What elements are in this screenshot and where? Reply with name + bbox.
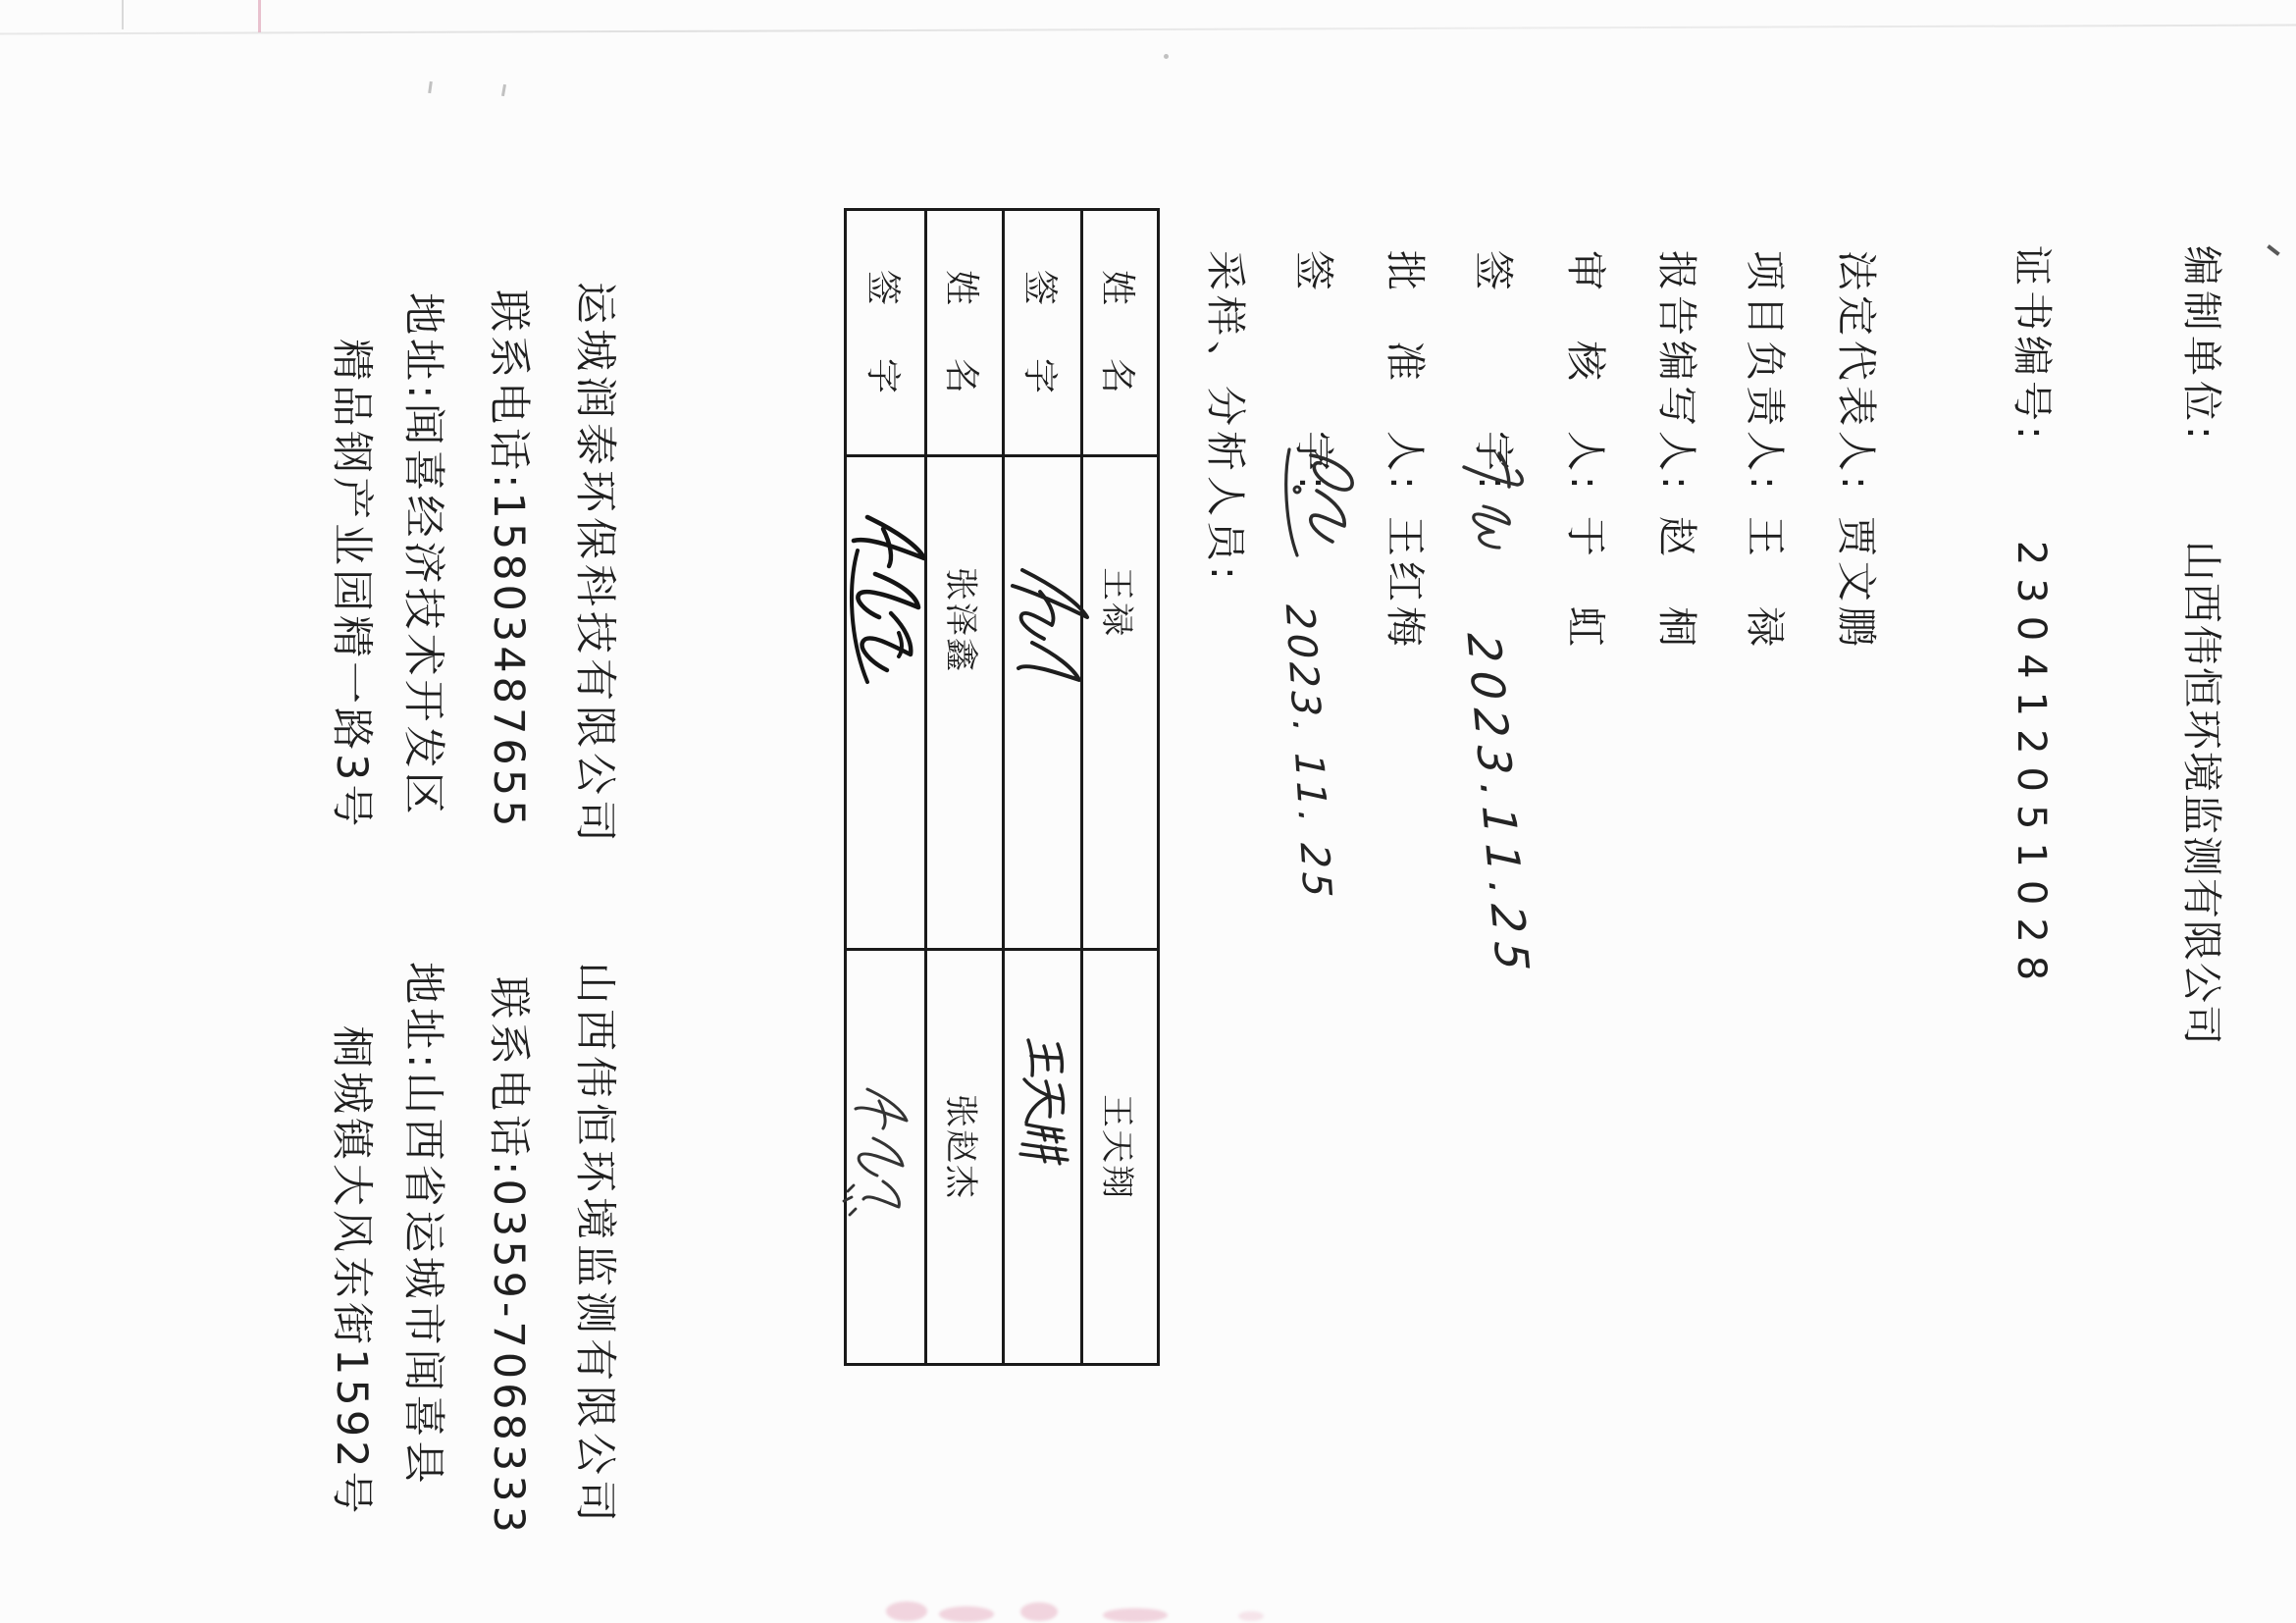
table-header-cell: 签 字 [1005, 211, 1083, 454]
field-project-leader [1741, 250, 1789, 652]
handwritten-date-approver: 2023. 11. 25 [1276, 603, 1340, 902]
table-name-cell: 王禄 [1083, 454, 1157, 948]
footer-left-phone: 联系电话:15803487655 [484, 289, 533, 831]
field-value: 王 禄 [1742, 515, 1789, 652]
field-approver [1381, 250, 1429, 652]
table-name-cell: 张赵杰 [927, 948, 1005, 1363]
footer-left-address: 地址:闻喜经济技术开发区 [398, 292, 447, 818]
footer-left-company-name: 运城润泰环保科技有限公司 [570, 282, 619, 847]
sampling-analysts-heading [1201, 250, 1249, 585]
footer-right-address: 地址:山西省运城市闻喜县 [398, 962, 447, 1488]
footer-right-phone: 联系电话:0359-7068333 [484, 976, 533, 1537]
footer-left-address-line2: 精品钢产业园精一路3号 [327, 339, 376, 831]
field-reviewer [1561, 250, 1609, 652]
field-label: 项目负责人: [1742, 250, 1789, 495]
handwritten-date-reviewer: 2023.11.25 [1456, 632, 1540, 980]
field-label: 报告编写人: [1653, 250, 1700, 495]
field-label: 证书编号: [2009, 245, 2056, 445]
field-value: 赵 桐 [1653, 515, 1700, 652]
field-certificate-no [2008, 245, 2056, 993]
field-label: 审 核 人: [1562, 250, 1609, 495]
field-legal-representative [1832, 250, 1880, 652]
field-compiling-unit [2177, 245, 2225, 1047]
field-label: 签 字: [1290, 250, 1337, 495]
field-value: 王红梅 [1382, 515, 1429, 652]
field-label: 签 字: [1470, 250, 1517, 495]
footer-right-company-name: 山西伟恒环境监测有限公司 [570, 962, 619, 1527]
table-header-cell: 签 字 [847, 211, 927, 454]
signature-wang-hongmei [1273, 434, 1376, 566]
footer-right-address-line2: 桐城镇大风东街1592号 [327, 1025, 376, 1518]
field-report-writer [1652, 250, 1700, 652]
table-name-cell: 张泽鑫 [927, 454, 1005, 948]
field-value: 贾文鹏 [1833, 515, 1880, 652]
table-signature-cell [1005, 454, 1083, 948]
field-label: 批 准 人: [1382, 250, 1429, 495]
signature-wang-tianxiang [1002, 1028, 1085, 1185]
signature-wang-lu [999, 535, 1097, 697]
field-label: 法定代表人: [1833, 250, 1880, 495]
field-value: 230412051028 [2009, 540, 2054, 994]
signature-yu-hong [1451, 442, 1535, 554]
table-name-cell: 王天翔 [1083, 948, 1157, 1363]
table-header-cell: 姓 名 [927, 211, 1005, 454]
field-label: 编制单位: [2178, 245, 2225, 445]
field-value: 山西伟恒环境监测有限公司 [2178, 540, 2225, 1047]
field-label: 采样、分析人员: [1202, 250, 1249, 585]
table-header-cell: 姓 名 [1097, 270, 1137, 403]
field-value: 于 虹 [1562, 515, 1609, 652]
signature-zhang-zhaojie [840, 1075, 928, 1218]
signature-zhang-zexin [837, 496, 940, 697]
